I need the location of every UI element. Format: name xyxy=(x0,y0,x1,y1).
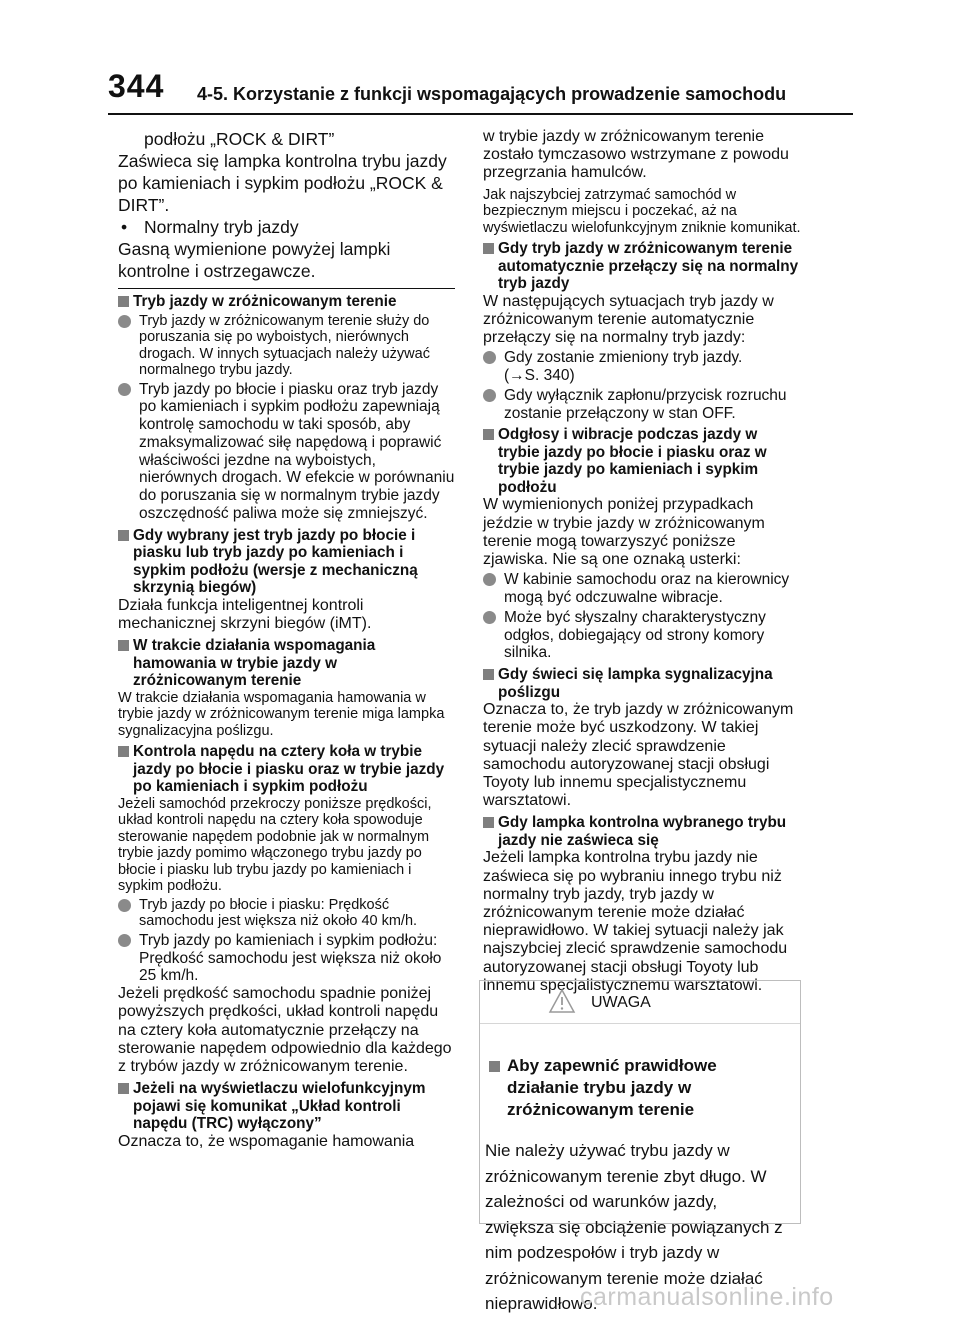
circle-bullet-icon xyxy=(118,934,131,947)
square-bullet-icon xyxy=(489,1061,500,1072)
circle-bullet-icon xyxy=(118,899,131,912)
paragraph: Jeżeli samochód przekroczy poniższe prędkości, układ kontroli napędu na cztery koła spowoduje sterowanie napędem podobnie jak w normalnym trybie jazdy pomimo włączonego trybu jazdy po błocie i piasku lub trybu jazdy po kamieniach i sypkim podłożu. xyxy=(118,795,432,895)
square-bullet-icon xyxy=(483,669,494,680)
page-number: 344 xyxy=(108,68,165,104)
heading-auto-switch: Gdy tryb jazdy w zróżnicowanym terenie automatycznie przełączy się na normalny tryb jazdy xyxy=(483,240,803,293)
normal-mode-bullet: • Normalny tryb jazdy xyxy=(118,216,455,238)
intro-line: podłożu „ROCK & DIRT” xyxy=(144,129,335,149)
circle-bullet-icon xyxy=(483,389,496,402)
paragraph: W wymienionych poniżej przypadkach jeździe w trybie jazdy w zróżnicowanym terenie mogą towarzyszyć poniższe zjawiska. Nie są one oznaką usterki: xyxy=(483,496,765,569)
paragraph: W następujących sytuacjach tryb jazdy w zróżnicowanym terenie automatycznie przełączy się na normalny tryb jazdy: xyxy=(483,292,774,347)
heading-terrain-mode: Tryb jazdy w zróżnicowanym terenie xyxy=(118,293,455,311)
left-column xyxy=(118,128,455,1151)
paragraph: Oznacza to, że wspomaganie hamowania xyxy=(118,1132,415,1150)
list-item: Tryb jazdy w zróżnicowanym terenie służy do poruszania się po wyboistych, nierównych drogach. W innych sytuacjach należy używać normalnego trybu jazdy. xyxy=(118,313,455,379)
list-item: Gdy zostanie zmieniony tryb jazdy. (→S. 340) xyxy=(483,349,803,385)
paragraph: Działa funkcja inteligentnej kontroli mechanicznej skrzyni biegów (iMT). xyxy=(118,596,372,633)
header-divider xyxy=(108,113,853,115)
intro-text: Zaświeca się lampka kontrolna trybu jazdy po kamieniach i sypkim podłożu „ROCK & DIRT”. xyxy=(118,151,447,215)
square-bullet-icon xyxy=(118,296,129,307)
list-item: Gdy wyłącznik zapłonu/przycisk rozruchu zostanie przełączony w stan OFF. xyxy=(483,387,803,423)
warning-header xyxy=(480,981,800,1024)
square-bullet-icon xyxy=(483,429,494,440)
warning-title: UWAGA xyxy=(591,994,651,1011)
section-divider xyxy=(118,288,455,289)
watermark: carmanualsonline.info xyxy=(580,1283,834,1311)
warning-triangle-icon xyxy=(548,988,576,1014)
heading-trc-message: Jeżeli na wyświetlaczu wielofunkcyjnym pojawi się komunikat „Układ kontroli napędu (TRC) wyłączony” xyxy=(118,1080,455,1133)
paragraph: W trakcie działania wspomagania hamowania w trybie jazdy w zróżnicowanym terenie miga lampka sygnalizacyjna poślizgu. xyxy=(118,689,445,739)
square-bullet-icon xyxy=(483,243,494,254)
page-header xyxy=(0,0,960,118)
section-title: 4-5. Korzystanie z funkcji wspomagających prowadzenie samochodu xyxy=(197,84,787,104)
square-bullet-icon xyxy=(118,640,129,651)
paragraph: w trybie jazdy w zróżnicowanym terenie zostało tymczasowo wstrzymane z powodu przegrzania hamulców. xyxy=(483,128,789,182)
warning-text: Nie należy używać trybu jazdy w zróżnicowanym terenie zbyt długo. W zależności od warunków jazdy, zwiększa się obciążenie powiązanych z nim podzespołów i tryb jazdy w zróżnicowanym terenie może działać nieprawidłowo. xyxy=(485,1141,783,1313)
circle-bullet-icon xyxy=(483,573,496,586)
circle-bullet-icon xyxy=(483,611,496,624)
list-item: W kabinie samochodu oraz na kierownicy mogą być odczuwalne wibracje. xyxy=(483,571,803,607)
heading-noise-vibration: Odgłosy i wibracje podczas jazdy w trybie jazdy po błocie i piasku oraz w trybie jazdy po kamieniach i sypkim podłożu xyxy=(483,426,803,496)
circle-bullet-icon xyxy=(118,383,131,396)
page-reference: (→S. 340) xyxy=(504,367,575,385)
square-bullet-icon xyxy=(118,530,129,541)
warning-heading: Aby zapewnić prawidłowe działanie trybu jazdy w zróżnicowanym terenie xyxy=(485,1055,788,1121)
normal-mode-text: Gasną wymienione powyżej lampki kontrolne i ostrzegawcze. xyxy=(118,239,391,281)
heading-4wd-control: Kontrola napędu na cztery koła w trybie jazdy po błocie i piasku oraz w trybie jazdy po kamieniach i sypkim podłożu xyxy=(118,743,455,796)
paragraph: Jeżeli lampka kontrolna trybu jazdy nie zaświeca się po wybraniu innego trybu niż normalny tryb jazdy, tryb jazdy w zróżnicowanym terenie może działać nieprawidłowo. W takiej sytuacji należy jak najszybciej zlecić sprawdzenie samochodu autoryzowanej stacji obsługi Toyoty lub innemu specjalistycznemu warsztatowi. xyxy=(483,849,788,994)
paragraph: Oznacza to, że tryb jazdy w zróżnicowanym terenie może być uszkodzony. W takiej sytuacji należy zlecić sprawdzenie samochodu autoryzowanej stacji obsługi Toyoty lub innemu specjalistycznemu warsztatowi. xyxy=(483,701,794,810)
heading-slip-indicator: Gdy świeci się lampka sygnalizacyjna poślizgu xyxy=(483,666,803,701)
right-column xyxy=(483,128,803,995)
paragraph: Jak najszybciej zatrzymać samochód w bezpiecznym miejscu i poczekać, aż na wyświetlaczu wielofunkcyjnym zniknie komunikat. xyxy=(483,186,801,236)
circle-bullet-icon xyxy=(483,351,496,364)
list-item: Tryb jazdy po kamieniach i sypkim podłożu: Prędkość samochodu jest większa niż około 25 km/h. xyxy=(118,932,455,985)
paragraph: Jeżeli prędkość samochodu spadnie poniżej powyższych prędkości, układ kontroli napędu na cztery koła automatycznie przełączy na sterowanie napędem odpowiednio dla każdego z trybów jazdy w zróżnicowanym terenie. xyxy=(118,985,452,1075)
list-item: Tryb jazdy po błocie i piasku: Prędkość samochodu jest większa niż około 40 km/h. xyxy=(118,897,455,930)
list-item: Może być słyszalny charakterystyczny odgłos, dobiegający od strony komory silnika. xyxy=(483,609,803,662)
square-bullet-icon xyxy=(118,746,129,757)
heading-manual-gearbox: Gdy wybrany jest tryb jazdy po błocie i piasku lub tryb jazdy po kamieniach i sypkim podłożu (wersje z mechaniczną skrzynią biegów) xyxy=(118,527,455,597)
circle-bullet-icon xyxy=(118,315,131,328)
square-bullet-icon xyxy=(483,817,494,828)
heading-indicator-off: Gdy lampka kontrolna wybranego trybu jazdy nie zaświeca się xyxy=(483,814,803,849)
square-bullet-icon xyxy=(118,1083,129,1094)
list-item: Tryb jazdy po błocie i piasku oraz tryb jazdy po kamieniach i sypkim podłożu zapewniają kontrolę samochodu w taki sposób, aby zmaksymalizować siłę napędową i poprawić właściwości jezdne na wyboistych, nierównych drogach. W efekcie w porównaniu do poruszania się w normalnym trybie jazdy oszczędność paliwa może się zmniejszyć. xyxy=(118,381,455,523)
heading-brake-assist: W trakcie działania wspomagania hamowania w trybie jazdy w zróżnicowanym terenie xyxy=(118,637,455,690)
